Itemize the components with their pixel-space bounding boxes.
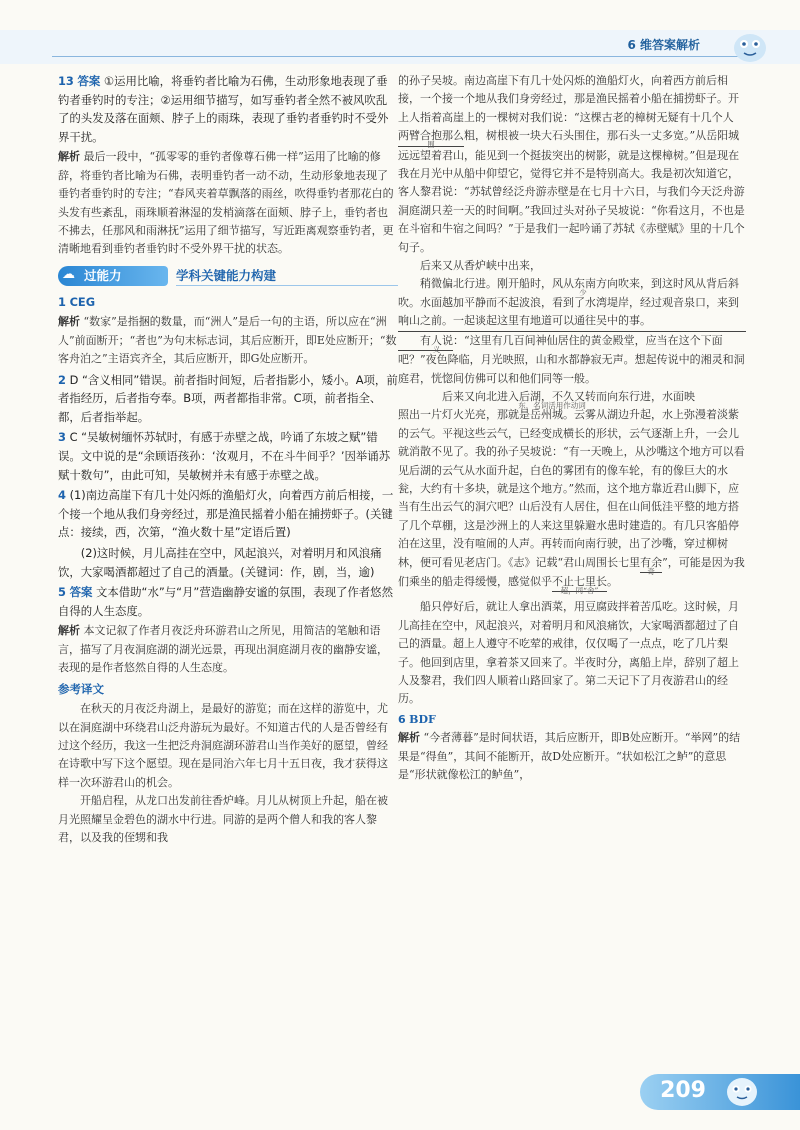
- translation-para: 船只停好后，就让人拿出酒菜，用豆腐豉拌着苦瓜吃。这时候，月儿高挂在空中，风起浪兴，对着明月和风浪痛饮，大家喝酒都超过了自己的酒量。超上人遵守不吃荤的戒律，仅仅喝了一点点，吃了几片梨子。他回到店里，拿着茶又回来了。半夜时分，离船上岸，辞别了超上人及黎君，我们四人顺着山路回家了。第二天记下了月夜游君山的经历。: [398, 600, 739, 706]
- q13-number: 13: [58, 74, 74, 88]
- annotation-note: 少: [579, 288, 587, 298]
- translation-para: 在秋天的月夜泛舟湖上，是最好的游览；而在这样的游览中，尤以在洞庭湖中环绕君山泛舟游玩为最好。不知道古代的人是否曾经有过这个经历，我这一生把泛舟洞庭湖环游君山当作美好的愿望，曾经在诗歌中写下这个愿望。现在是同治六年七月十五日夜，我才获得这样一次环游君山的机会。: [58, 702, 388, 789]
- page-number: 209: [660, 1078, 706, 1103]
- annotation-note: 东，名词活用作动词: [518, 400, 586, 410]
- q1-answer-text: CEG: [69, 294, 96, 309]
- q2-answer: 2 D “含义相同”错误。前者指时间短，后者指影小，矮小。A项，前者指经历，后者指夸奉。B项，两者都指非常。C项，前者指全、都，后者指举起。: [58, 372, 398, 424]
- annotation-note: 义: [432, 344, 441, 354]
- q6-answer: 6 BDF: [398, 712, 436, 726]
- q5-explanation: 解析 本文记叙了作者月夜泛舟环游君山之所见，用简洁的笔触和语言，描写了月夜洞庭湖的湖光远景，再现出洞庭湖月夜的幽静安谧，表现的是作者悠然自得的人生态度。: [58, 624, 388, 675]
- section-header: 6 维答案解析: [627, 38, 700, 52]
- annotation-note: 奇: [647, 566, 655, 576]
- banner-title: 过能力: [84, 267, 122, 283]
- q4-part1: 4 (1)南边高崖下有几十处闪烁的渔船灯火，向着西方前后相接，一个接一个地从我们身旁经过，那是渔民摇着小船在捕捞虾子。(关键点：接续，西，次第，“渔火数十星”定语后置): [58, 488, 394, 540]
- mascot-icon: [722, 1070, 762, 1110]
- q1-answer: 1 CEG: [58, 294, 96, 309]
- annotation-note: 超，同“舍”: [560, 585, 599, 595]
- translation-para: 的孙子吴坡。南边高崖下有几十处闪烁的渔船灯火，向着西方前后相接，一个接一个地从我们身旁经过，那是渔民摇着小船在捕捞虾子。开上人指着高崖上的一棵树对我们说：“这棵古老的樟树无疑有十几个人两臂合抱那么 围 粗，树根被一块大石头围住，那石头一丈多宽。”从岳阳城远远望着君山，能见到一个挺拔突出的树影，就是这棵樟树。”但是现在我在月光中从船中仰望它，觉得它并不是特别高大。我是初次知道它，客人黎君说：“苏轼曾经泛舟游赤壁是在七月十六日，与我们今天泛舟游洞庭湖只差一天的时间啊。”我回过头对孙子吴坡说：“你看这月，不也是在斗宿和牛宿之间吗？”于是我们一起吟诵了苏轼《赤壁赋》里的十几个句子。: [398, 74, 745, 254]
- q13-exp-label: 解析: [58, 150, 80, 164]
- annotation-note: 围: [427, 140, 435, 150]
- translation-para: 开船启程，从龙口出发前往香炉峰。月儿从树顶上升起，船在被月光照耀呈金碧色的湖水中行进。同游的是两个僧人和我的客人黎君，以及我的侄甥和我: [58, 794, 388, 844]
- translation-para: 照出一片灯火光亮，那就是岳州城。云雾从湖边升起，水上弥漫着淡紫的云气。平视这些云气，已经变成横长的形状，云气逐渐上升，一会儿就消散不见了。我的孙子吴坡说：“有一天晚上，从沙嘴这个地方可以看见后湖的云气从水面升起，白色的雾团有的像车轮，有的像巨大的水瓮，大约有十多块，就是这个地方。”然而，这个地方靠近君山脚下，应当有生出云气的洞穴吧？山后没有人居住，但在山间低洼平整的地方搭了几个草棚，这是沙洲上的人来这里躲避水患时建造的。有几只客船停泊在这里，没有喧闹的人声。再转而向南行驶，出了沙嘴，穿过柳树林，便可看见老店门。《志》记载“君山周围长七里有余 奇 ”，可能是因为我们乘坐的船走得缓慢，感觉似乎不止七里长 超，同“舍” 。: [398, 408, 745, 595]
- reference-translation-label: 参考译文: [58, 681, 104, 696]
- annotated-phrase: 有余 奇: [640, 555, 663, 576]
- q5-answer: 5 答案 文本借助“水”与“月”营造幽静安谧的氛围，表现了作者悠然自得的人生态度。: [58, 585, 393, 618]
- q3-answer: 3 C “吴敏树缅怀苏轼时，有感于赤壁之战，吟诵了东坡之赋”错误。文中说的是“余顾语孩孙：‘汝观月，不在斗牛间乎？’因举诵苏赋十数句”，由此可知，吴敏树并未有感于赤壁之战。: [58, 430, 391, 482]
- annotated-phrase: 两臂合抱那么 围: [398, 129, 464, 150]
- cloud-icon: ☁: [62, 266, 75, 282]
- q4-part2: (2)这时候，月儿高挂在空中，风起浪兴，对着明月和风浪痛饮，大家喝酒都超过了自己的酒量。(关键词：作，剧，当，逾): [58, 545, 382, 579]
- right-column: [398, 72, 746, 784]
- header-rule: [52, 56, 748, 57]
- left-column: [58, 72, 398, 847]
- q1-explanation: 解析 “数家”是指捆的数量，而“洲人”是后一句的主语，所以应在“洲人”前面断开；“者也”为句末标志词，其后应断开，即E处应断开；“数客舟泊之”主语宾齐全，其后应断开，即G处应断开。: [58, 315, 397, 366]
- banner-subtitle: 学科关键能力构建: [176, 267, 277, 283]
- q13-answer: [58, 72, 398, 146]
- annotated-phrase: 稍微偏北行进。刚开船时，风从东南方向吹来，到这时风从背后斜吹。水面越加平静而不起波浪，看到了水湾堤岸，经过观音泉口，来到响山之前。一起谈起这里有地道可以通往吴中的事。 少: [398, 275, 746, 331]
- translation-para: 后来又从香炉峡中出来，稍微偏北行进。刚开船时，风从东南方向吹来，到这时风从背后斜吹。水面越加平静而不起波浪，看到了水湾堤岸，经过观音泉口，来到响山之前。一起谈起这里有地道可以通往吴中的事。 少 有人说 义 ：“这里有几百间神仙居住的黄金殿堂，应当在这个下面吧？”夜色降临，月光映照，山和水都静寂无声。想起传说中的湘灵和洞庭君，恍惚间仿佛可以和他们同等一般。: [398, 259, 745, 385]
- q13-answer-text: ①运用比喻，将垂钓者比喻为石佛，生动形象地表现了垂钓者垂钓时的专注；②运用细节描写，如写垂钓者全然不被风吹乱了的头发及落在面颊、脖子上的雨珠，表现了垂钓者垂钓时不受外界干扰。: [58, 74, 389, 144]
- translation-para: 后来又向北进入后湖，不久又转而向东行进， 东，名词活用作动词 水面映: [398, 388, 746, 406]
- q13-explanation: 解析 最后一段中，“孤零零的垂钓者像尊石佛一样”运用了比喻的修辞，将垂钓者比喻为石佛，表明垂钓者一动不动，生动形象地表现了垂钓者垂钓时的专注；“春风夹着草飘落的雨丝，吹得垂钓者那花白的头发有些紊乱，雨珠顺着淋湿的发梢滴落在面颊、脖子上，垂钓者也不拂去，任那风和雨淋抚”运用了细节描写，写近距离观察垂钓者，更清晰地看到垂钓者垂钓时不受外界干扰的状态。: [58, 150, 394, 256]
- section-banner: [58, 265, 398, 287]
- mascot-icon: [730, 26, 770, 64]
- annotated-phrase: 有人说 义: [398, 332, 453, 351]
- annotated-phrase: 不止七里长 超，同“舍”: [552, 574, 607, 595]
- annotated-phrase: 后来又向北进入后湖，不久又转而向东行进， 东，名词活用作动词: [442, 389, 662, 410]
- q13-answer-label: 答案: [77, 74, 101, 88]
- q6-explanation: 解析 “今者薄暮”是时间状语，其后应断开，即B处应断开。“举网”的结果是“得鱼”，其间不能断开，故D处应断开。“状如松江之鲈”的意思是“形状就像松江的鲈鱼”，: [398, 731, 741, 782]
